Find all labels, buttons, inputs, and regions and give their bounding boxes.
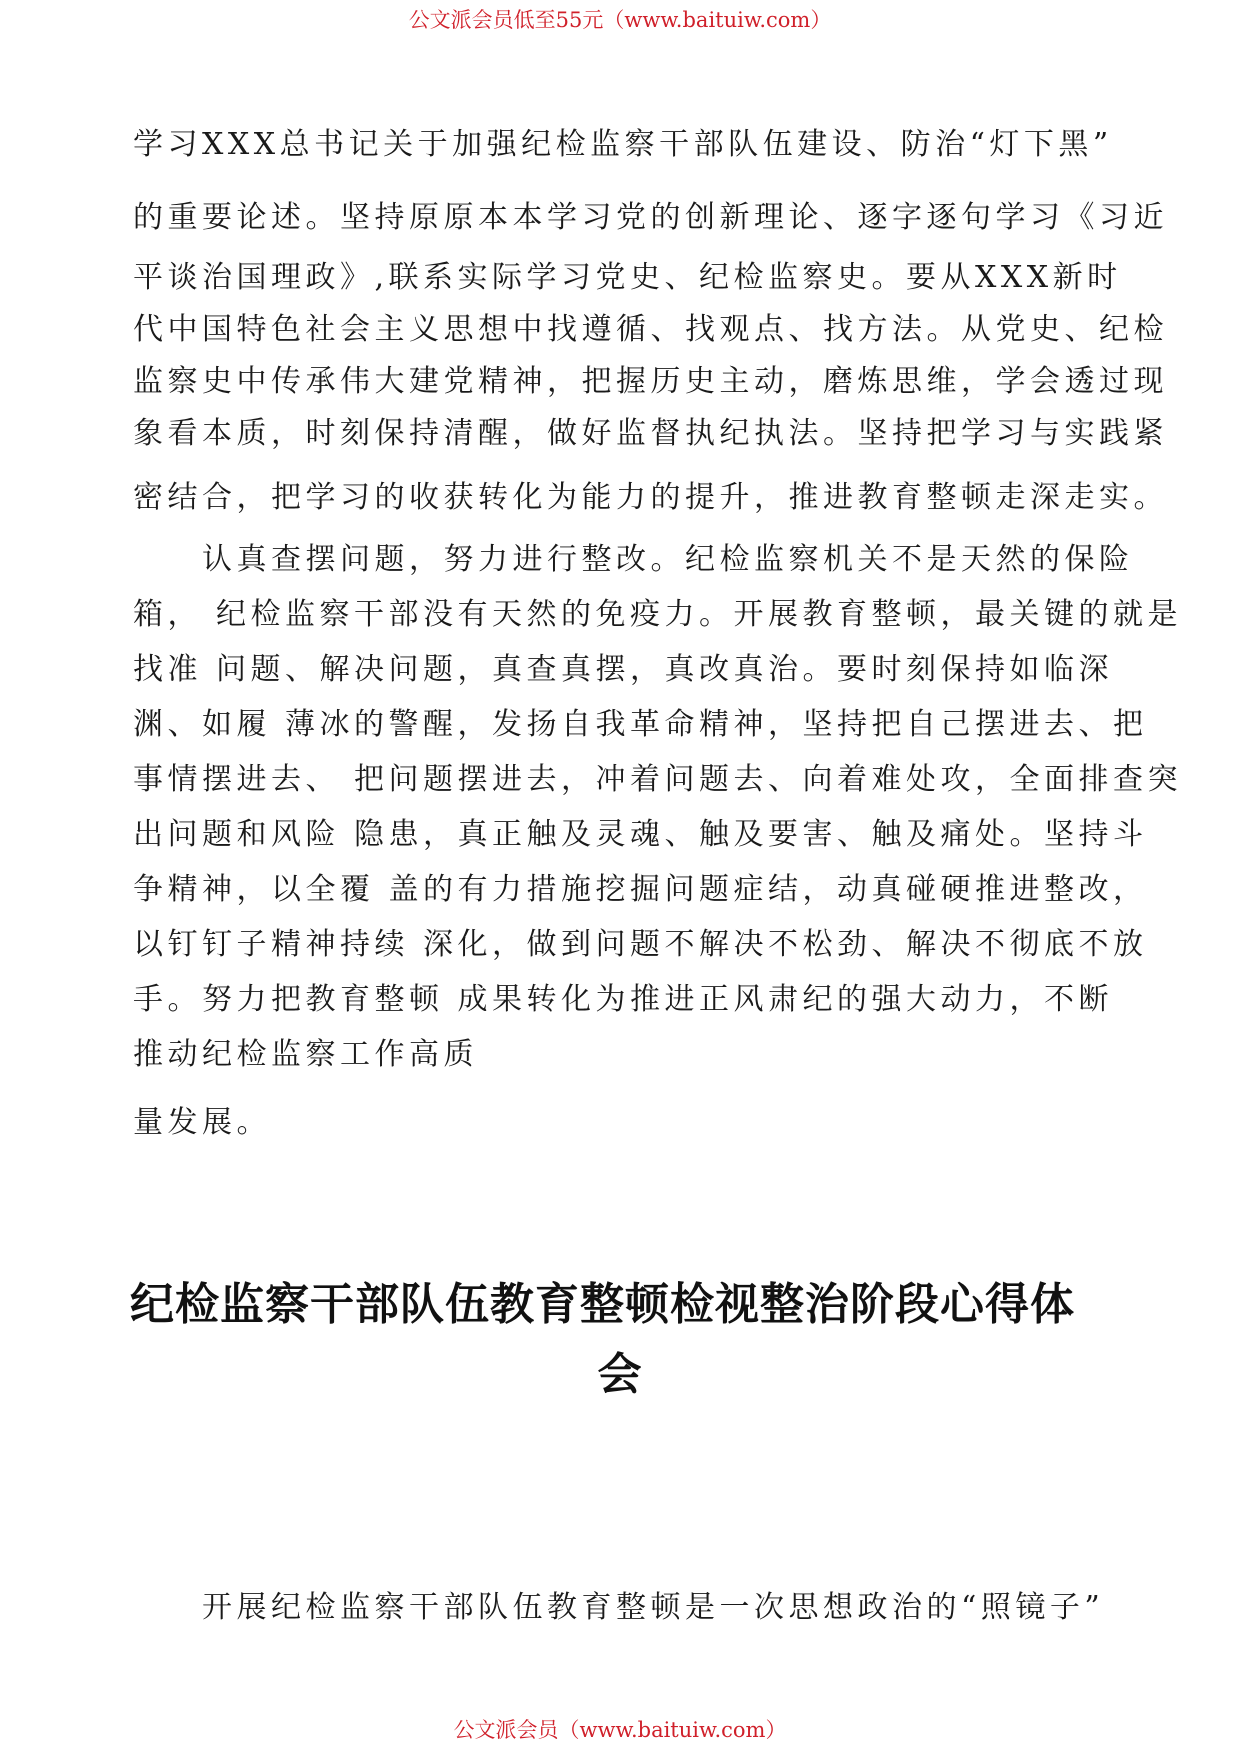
- text-line: 密结合，把学习的收获转化为能力的提升，推进教育整顿走深走实。: [133, 480, 1168, 515]
- text-line: 手。努力把教育整顿 成果转化为推进正风肃纪的强大动力，不断: [133, 982, 1114, 1017]
- text-line: 平谈治国理政》,联系实际学习党史、纪检监察史。要从XXX新时: [133, 260, 1122, 295]
- text-line: 出问题和风险 隐患，真正触及灵魂、触及要害、触及痛处。坚持斗: [133, 817, 1148, 852]
- text-line: 象看本质，时刻保持清醒，做好监督执纪执法。坚持把学习与实践紧: [133, 416, 1168, 451]
- article-title-line-1: 纪检监察干部队伍教育整顿检视整治阶段心得体: [130, 1279, 1075, 1330]
- text-line: 找准 问题、解决问题，真查真摆，真改真治。要时刻保持如临深: [133, 652, 1114, 687]
- article-title-line-2: 会: [597, 1349, 643, 1400]
- text-line: 争精神，以全覆 盖的有力措施挖掘问题症结，动真碰硬推进整改，: [133, 872, 1148, 907]
- text-line: 认真查摆问题，努力进行整改。纪检监察机关不是天然的保险: [133, 542, 1134, 577]
- text-line: 推动纪检监察工作高质: [133, 1037, 478, 1072]
- text-line: 渊、如履 薄冰的警醒，发扬自我革命精神，坚持把自己摆进去、把: [133, 707, 1148, 742]
- text-line: 箱， 纪检监察干部没有天然的免疫力。开展教育整顿，最关键的就是: [133, 597, 1183, 632]
- text-line: 的重要论述。坚持原原本本学习党的创新理论、逐字逐句学习《习近: [133, 200, 1168, 235]
- text-line: 量发展。: [133, 1105, 271, 1140]
- text-line: 代中国特色社会主义思想中找遵循、找观点、找方法。从党史、纪检: [133, 312, 1168, 347]
- text-line: 学习XXX总书记关于加强纪检监察干部队伍建设、防治“灯下黑”: [133, 127, 1113, 162]
- header-banner: 公文派会员低至55元（www.baituiw.com）: [408, 8, 832, 32]
- text-line: 监察史中传承伟大建党精神，把握历史主动，磨炼思维，学会透过现: [133, 364, 1168, 399]
- text-line: 事情摆进去、 把问题摆进去，冲着问题去、向着难处攻，全面排查突: [133, 762, 1183, 797]
- footer-banner: 公文派会员（www.baituiw.com）: [453, 1718, 787, 1742]
- text-line: 以钉钉子精神持续 深化，做到问题不解决不松劲、解决不彻底不放: [133, 927, 1148, 962]
- article-first-line: 开展纪检监察干部队伍教育整顿是一次思想政治的“照镜子”: [133, 1590, 1105, 1625]
